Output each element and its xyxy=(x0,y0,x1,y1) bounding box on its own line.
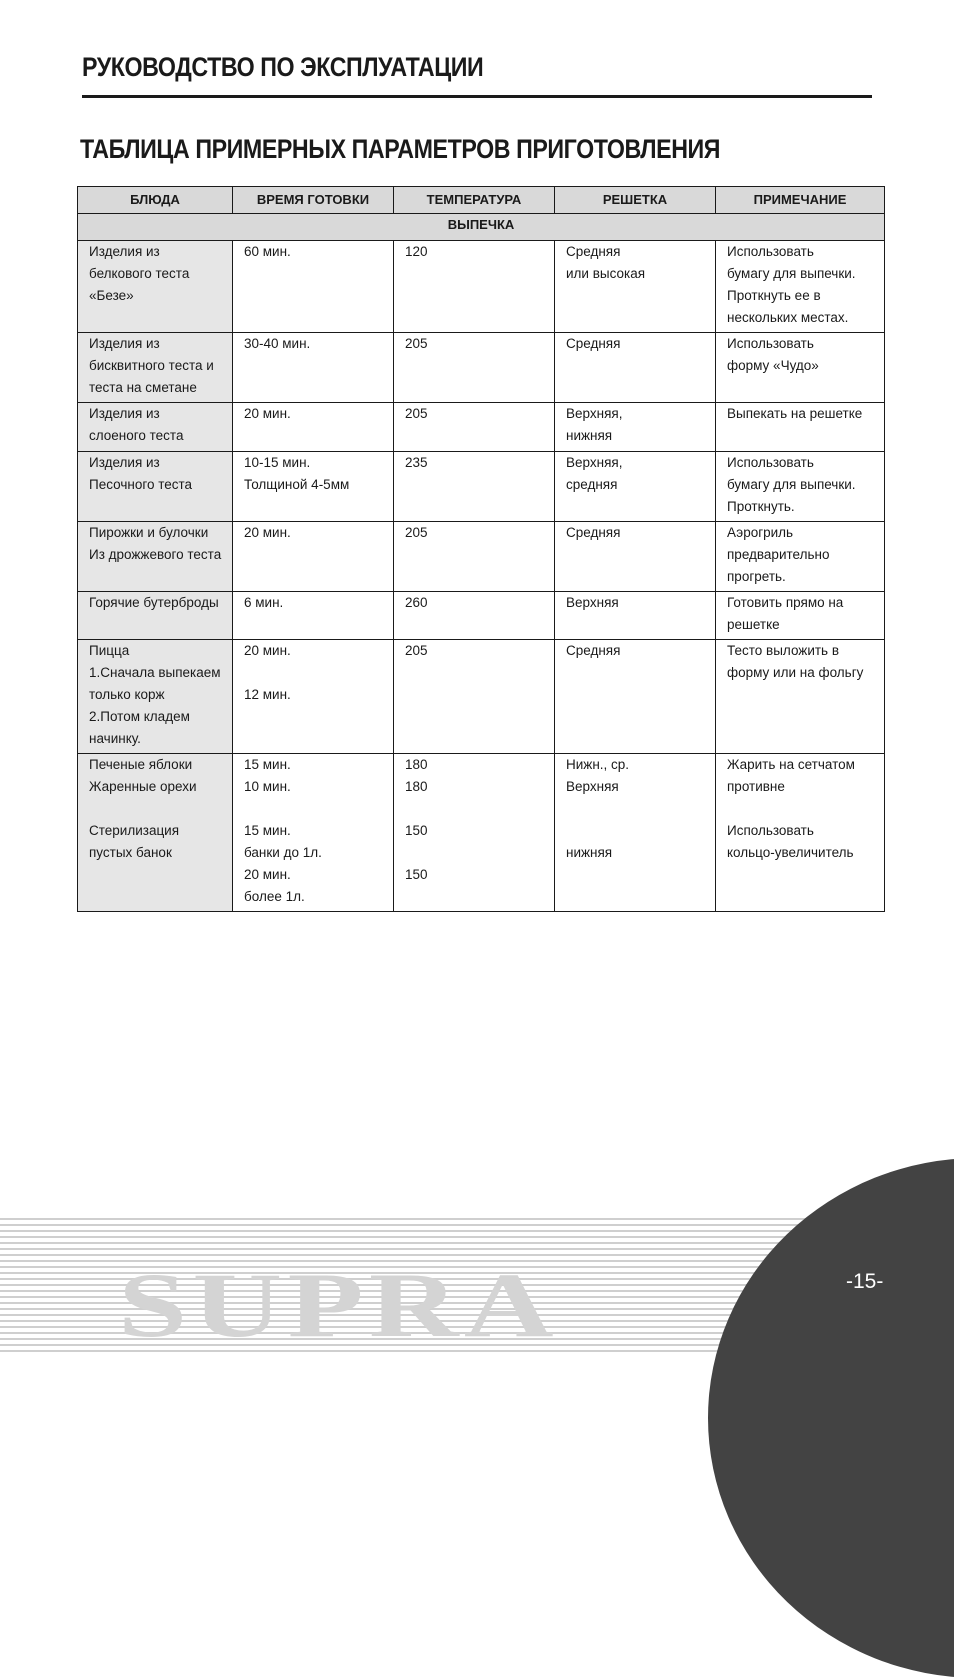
cell-line xyxy=(405,842,543,864)
cell-line: 180 xyxy=(405,757,428,772)
cooking-parameters-table xyxy=(77,186,885,912)
cell-line: бумагу для выпечки. xyxy=(727,477,856,492)
cell-line: Пирожки и булочки xyxy=(89,525,209,540)
cell-line: 205 xyxy=(405,525,428,540)
cell-line: Печеные яблоки xyxy=(89,757,193,772)
dish-cell xyxy=(78,592,233,640)
cell-line: 12 мин. xyxy=(244,687,291,702)
cell-line: 10 мин. xyxy=(244,779,291,794)
cell-line: 10-15 мин. xyxy=(244,455,311,470)
cell-line: Стерилизация xyxy=(89,823,180,838)
rack-cell xyxy=(555,592,716,640)
cell-line: Толщиной 4-5мм xyxy=(244,477,350,492)
cell-line xyxy=(566,820,704,842)
cell-line: решетке xyxy=(727,617,780,632)
dish-cell xyxy=(78,640,233,754)
temperature-cell xyxy=(394,754,555,912)
time-cell xyxy=(233,754,394,912)
rack-cell xyxy=(555,522,716,592)
cell-line: Из дрожжевого теста xyxy=(89,547,222,562)
table-row xyxy=(78,522,885,592)
cell-line: Изделия из xyxy=(89,406,160,421)
cell-line: Верхняя xyxy=(566,779,619,794)
cell-line: 150 xyxy=(405,867,428,882)
rack-cell xyxy=(555,452,716,522)
cell-line: 20 мин. xyxy=(244,525,291,540)
dish-cell xyxy=(78,452,233,522)
dish-cell xyxy=(78,522,233,592)
rack-cell xyxy=(555,754,716,912)
rack-cell xyxy=(555,640,716,754)
cell-line: 15 мин. xyxy=(244,823,291,838)
cell-line: пустых банок xyxy=(89,845,172,860)
column-header-temperature: ТЕМПЕРАТУРА xyxy=(394,187,555,214)
section-label: ВЫПЕЧКА xyxy=(78,214,885,241)
note-cell xyxy=(716,333,885,403)
temperature-cell xyxy=(394,592,555,640)
cell-line: Пицца xyxy=(89,643,130,658)
cell-line: 2.Потом кладем xyxy=(89,709,190,724)
cell-line xyxy=(727,798,873,820)
cell-line: Аэрогриль xyxy=(727,525,794,540)
temperature-cell xyxy=(394,333,555,403)
dish-cell xyxy=(78,241,233,333)
table-row xyxy=(78,640,885,754)
cell-line: или высокая xyxy=(566,266,646,281)
cell-line: противне xyxy=(727,779,785,794)
cell-line: нескольких местах. xyxy=(727,310,849,325)
cell-line xyxy=(566,798,704,820)
cell-line: белкового теста xyxy=(89,266,190,281)
note-cell xyxy=(716,452,885,522)
cell-line: 20 мин. xyxy=(244,643,291,658)
rack-cell xyxy=(555,333,716,403)
cell-line: Использовать xyxy=(727,244,814,259)
cell-line: Использовать xyxy=(727,455,814,470)
cell-line: «Безе» xyxy=(89,288,134,303)
cell-line: нижняя xyxy=(566,845,613,860)
column-header-time: ВРЕМЯ ГОТОВКИ xyxy=(233,187,394,214)
table-row xyxy=(78,452,885,522)
cell-line xyxy=(405,798,543,820)
cell-line: Изделия из xyxy=(89,244,160,259)
cell-line: Тесто выложить в xyxy=(727,643,840,658)
cell-line: Верхняя xyxy=(566,595,619,610)
cell-line: Верхняя, xyxy=(566,406,623,421)
cell-line: бумагу для выпечки. xyxy=(727,266,856,281)
page-number: -15- xyxy=(846,1270,884,1293)
rack-cell xyxy=(555,403,716,452)
cell-line: банки до 1л. xyxy=(244,845,322,860)
time-cell xyxy=(233,452,394,522)
cell-line: нижняя xyxy=(566,428,613,443)
table-row xyxy=(78,403,885,452)
cell-line: Верхняя, xyxy=(566,455,623,470)
cell-line: форму или на фольгу xyxy=(727,665,864,680)
cell-line: Песочного теста xyxy=(89,477,193,492)
cell-line: кольцо-увеличитель xyxy=(727,845,854,860)
cell-line: теста на сметане xyxy=(89,380,197,395)
dish-cell xyxy=(78,754,233,912)
cell-line: Готовить прямо на xyxy=(727,595,844,610)
dish-cell xyxy=(78,403,233,452)
time-cell xyxy=(233,241,394,333)
table-row xyxy=(78,241,885,333)
cell-line: 120 xyxy=(405,244,428,259)
cell-line: только корж xyxy=(89,687,165,702)
table-row xyxy=(78,754,885,912)
time-cell xyxy=(233,522,394,592)
dish-cell xyxy=(78,333,233,403)
cell-line: 1.Сначала выпекаем xyxy=(89,665,221,680)
note-cell xyxy=(716,754,885,912)
page-header-title: РУКОВОДСТВО ПО ЭКСПЛУАТАЦИИ xyxy=(82,52,484,82)
cell-line: более 1л. xyxy=(244,889,305,904)
cell-line: 150 xyxy=(405,823,428,838)
cell-line xyxy=(244,662,382,684)
time-cell xyxy=(233,640,394,754)
cell-line: 60 мин. xyxy=(244,244,291,259)
cell-line: 20 мин. xyxy=(244,867,291,882)
cell-line: Выпекать на решетке xyxy=(727,406,863,421)
cell-line: 6 мин. xyxy=(244,595,284,610)
note-cell xyxy=(716,592,885,640)
column-header-rack: РЕШЕТКА xyxy=(555,187,716,214)
cell-line: Средняя xyxy=(566,244,621,259)
cell-line: Изделия из xyxy=(89,336,160,351)
table-row xyxy=(78,333,885,403)
rack-cell xyxy=(555,241,716,333)
cell-line: Нижн., ср. xyxy=(566,757,630,772)
column-header-note: ПРИМЕЧАНИЕ xyxy=(716,187,885,214)
cell-line xyxy=(89,798,221,820)
temperature-cell xyxy=(394,640,555,754)
cell-line: прогреть. xyxy=(727,569,786,584)
header-divider xyxy=(82,95,872,98)
cell-line: Средняя xyxy=(566,336,621,351)
cell-line: 180 xyxy=(405,779,428,794)
cell-line: Использовать xyxy=(727,823,814,838)
cell-line: форму «Чудо» xyxy=(727,358,819,373)
time-cell xyxy=(233,333,394,403)
cell-line: 30-40 мин. xyxy=(244,336,311,351)
cell-line: слоеного теста xyxy=(89,428,184,443)
supra-logo: SUPRA xyxy=(118,1254,560,1356)
cell-line: Средняя xyxy=(566,525,621,540)
cell-line: 205 xyxy=(405,336,428,351)
cell-line: Жарить на сетчатом xyxy=(727,757,855,772)
cell-line: 205 xyxy=(405,406,428,421)
cell-line: средняя xyxy=(566,477,618,492)
cell-line: Проткнуть ее в xyxy=(727,288,821,303)
table-row xyxy=(78,592,885,640)
cell-line: предварительно xyxy=(727,547,830,562)
table-header-row xyxy=(78,187,885,214)
cell-line: Жаренные орехи xyxy=(89,779,197,794)
cell-line: Горячие бутерброды xyxy=(89,595,219,610)
cell-line: 235 xyxy=(405,455,428,470)
cell-line: начинку. xyxy=(89,731,141,746)
note-cell xyxy=(716,522,885,592)
time-cell xyxy=(233,403,394,452)
cell-line: Проткнуть. xyxy=(727,499,795,514)
temperature-cell xyxy=(394,403,555,452)
table-title: ТАБЛИЦА ПРИМЕРНЫХ ПАРАМЕТРОВ ПРИГОТОВЛЕНИЯ xyxy=(80,134,721,164)
note-cell xyxy=(716,241,885,333)
temperature-cell xyxy=(394,241,555,333)
column-header-dish: БЛЮДА xyxy=(78,187,233,214)
cell-line xyxy=(244,798,382,820)
cell-line: бисквитного теста и xyxy=(89,358,214,373)
note-cell xyxy=(716,640,885,754)
cell-line: 205 xyxy=(405,643,428,658)
cell-line: Средняя xyxy=(566,643,621,658)
time-cell xyxy=(233,592,394,640)
cell-line: 260 xyxy=(405,595,428,610)
note-cell xyxy=(716,403,885,452)
temperature-cell xyxy=(394,452,555,522)
cell-line: 20 мин. xyxy=(244,406,291,421)
cell-line: Использовать xyxy=(727,336,814,351)
cell-line: Изделия из xyxy=(89,455,160,470)
temperature-cell xyxy=(394,522,555,592)
cell-line: 15 мин. xyxy=(244,757,291,772)
section-row xyxy=(78,214,885,241)
